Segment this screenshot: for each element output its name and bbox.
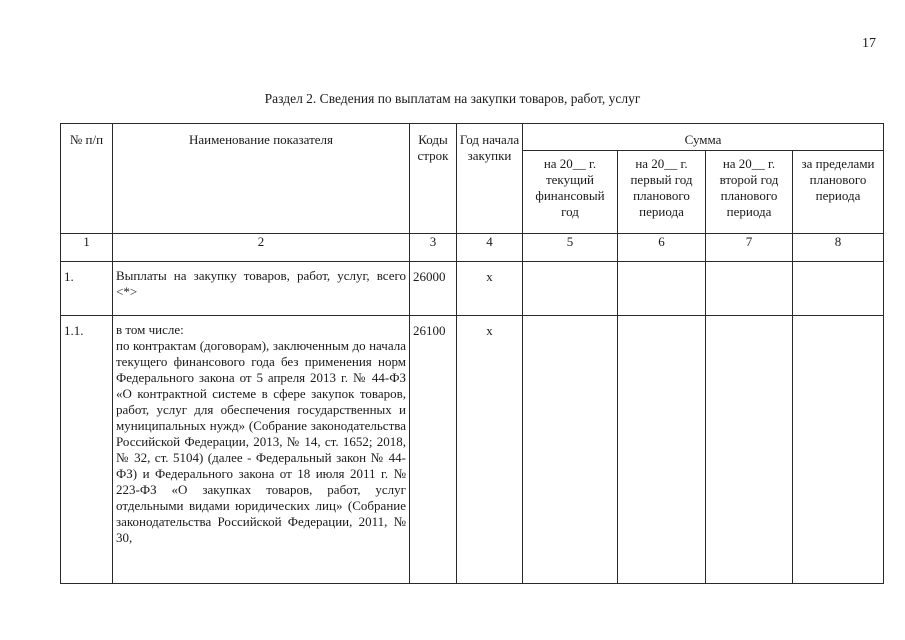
column-number: 6 [618,234,706,262]
header-sum: Сумма [523,124,884,151]
column-number-row [61,234,884,262]
row-sum-cell [793,316,884,584]
row-year: x [457,262,523,316]
table-row [61,316,884,584]
payments-table [60,123,884,584]
table-row [61,262,884,316]
row-sum-cell [523,316,618,584]
column-number: 1 [61,234,113,262]
header-sum-second: на 20__ г. второй год планового периода [706,151,793,234]
row-sum-cell [618,316,706,584]
row-code: 26000 [410,262,457,316]
row-sum-cell [793,262,884,316]
column-number: 5 [523,234,618,262]
row-number: 1. [61,262,113,316]
header-sum-current: на 20__ г. текущий финансовый год [523,151,618,234]
header-sum-beyond: за пределами планового периода [793,151,884,234]
row-year: x [457,316,523,584]
row-name: в том числе: по контрактам (договорам), заключенным до начала текущего финансового года без применения норм Федерального закона от 5 апреля 2013 г. № 44-ФЗ «О контрактной системе в сфере закупок товаров, работ, услуг для обеспечения государственных и муниципальных нужд» (Собрание законодательства Российской Федерации, 2013, № 14, ст. 1652; 2018, № 32, ст. 5104) (далее - Федеральный закон № 44-ФЗ) и Федерального закона от 18 июля 2011 г. № 223-ФЗ «О закупках товаров, работ, услуг отдельными видами юридических лиц» (Собрание законодательства Российской Федерации, 2011, № 30, [113,316,410,584]
row-sum-cell [706,316,793,584]
page-number: 17 [862,36,876,51]
column-number: 2 [113,234,410,262]
header-sum-first: на 20__ г. первый год планового периода [618,151,706,234]
row-sum-cell [618,262,706,316]
header-year: Год начала закупки [457,124,523,234]
row-code: 26100 [410,316,457,584]
column-number: 7 [706,234,793,262]
row-name: Выплаты на закупку товаров, работ, услуг, всего <*> [113,262,410,316]
column-number: 4 [457,234,523,262]
header-codes: Коды строк [410,124,457,234]
header-name: Наименование показателя [113,124,410,234]
row-number: 1.1. [61,316,113,584]
column-number: 8 [793,234,884,262]
header-num: № п/п [61,124,113,234]
row-sum-cell [523,262,618,316]
column-number: 3 [410,234,457,262]
section-title: Раздел 2. Сведения по выплатам на закупки товаров, работ, услуг [264,91,641,106]
header-row-top [61,124,884,151]
row-sum-cell [706,262,793,316]
